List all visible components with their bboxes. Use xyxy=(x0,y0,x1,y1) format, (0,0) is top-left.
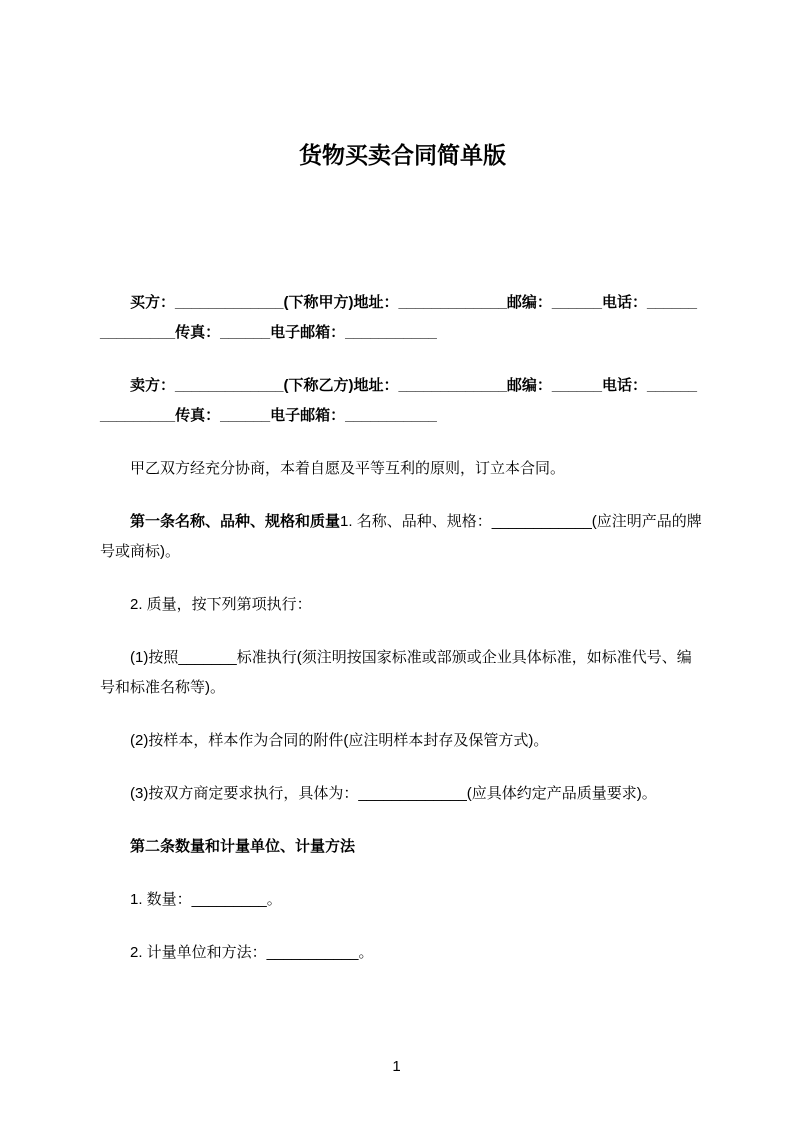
page-number: 1 xyxy=(392,1058,401,1075)
clause1-option3: (3)按双方商定要求执行，具体为：_____________(应具体约定产品质量要求)。 xyxy=(130,785,657,802)
clause2-heading: 第二条数量和计量单位、计量方法 xyxy=(130,838,356,855)
clause2-item2: 2. 计量单位和方法：___________。 xyxy=(130,944,374,961)
document-title: 货物买卖合同简单版 xyxy=(299,142,506,168)
buyer-info-line: 买方：_____________(下称甲方)地址：_____________邮编：______电话：_______________传真：______电子邮箱：___________ xyxy=(100,294,697,341)
clause1-option2: (2)按样本，样本作为合同的附件(应注明样本封存及保管方式)。 xyxy=(130,732,549,749)
clause1-option1: (1)按照_______标准执行(须注明按国家标准或部颁或企业具体标准，如标准代号、编号和标准名称等)。 xyxy=(100,649,692,696)
clause1-item2: 2. 质量，按下列第项执行： xyxy=(130,596,312,613)
clause1-paragraph xyxy=(100,507,705,567)
clause1-item1: 1. 名称、品种、规格：____________(应注明产品的牌号或商标)。 xyxy=(100,513,702,560)
clause2-item1: 1. 数量：_________。 xyxy=(130,891,282,908)
preamble-paragraph: 甲乙双方经充分协商，本着自愿及平等互利的原则，订立本合同。 xyxy=(130,460,566,477)
clause1-heading: 第一条名称、品种、规格和质量 xyxy=(130,513,341,530)
seller-info-line: 卖方：_____________(下称乙方)地址：_____________邮编：______电话：_______________传真：______电子邮箱：___________ xyxy=(100,377,697,424)
